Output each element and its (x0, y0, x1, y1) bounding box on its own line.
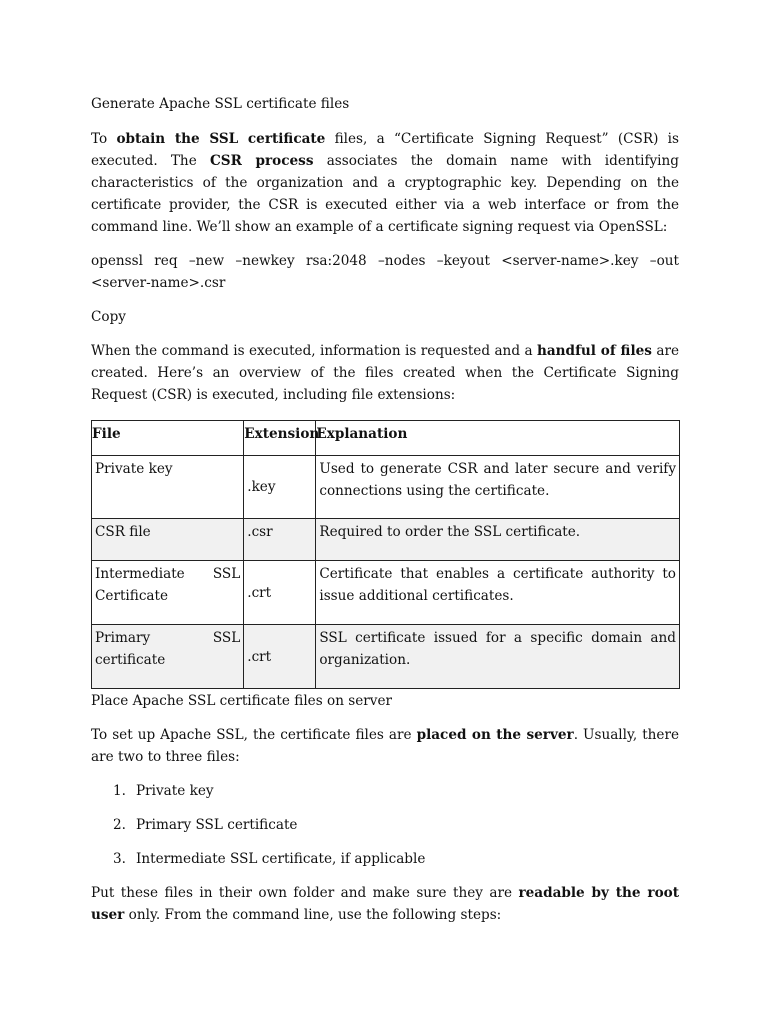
cell-explanation: SSL certificate issued for a specific domain and organization. (316, 625, 680, 689)
list-item: 1. Private key (113, 783, 214, 799)
cell-extension: .csr (244, 519, 316, 561)
bold-readable-root: readable by the root user (91, 885, 679, 923)
header-explanation: Explanation (316, 421, 680, 456)
section-heading-place-files: Place Apache SSL certificate files on server (91, 693, 393, 709)
header-extension: Extension (244, 421, 316, 456)
bold-handful-of-files: handful of files (536, 343, 652, 359)
bold-csr-process: CSR process (209, 153, 314, 169)
cell-explanation: Certificate that enables a certificate authority to issue additional certificates. (316, 561, 680, 625)
list-item: 2. Primary SSL certificate (113, 817, 298, 833)
cell-file: CSR file (92, 519, 244, 561)
copy-label[interactable]: Copy (91, 309, 126, 325)
paragraph-setup: To set up Apache SSL, the certificate files are placed on the server. Usually, there are two to three files: (91, 727, 680, 765)
document-body (91, 93, 679, 926)
cell-explanation: Required to order the SSL certificate. (316, 519, 680, 561)
header-file: File (92, 421, 244, 456)
certificate-files-list (91, 780, 679, 870)
list-item: 3. Intermediate SSL certificate, if applicable (113, 851, 426, 867)
paragraph-csr-intro: To obtain the SSL certificate files, a “Certificate Signing Request” (CSR) is executed. The CSR process associates the domain name with identifying characteristics of the organization and a cryptographic key. Depending on the certificate provider, the CSR is executed either via a web interface or from the command line. We’ll show an example of a certificate signing request via OpenSSL: (91, 131, 679, 235)
openssl-command: openssl req –new –newkey rsa:2048 –nodes –keyout <server-name>.key –out <server-name>.csr (91, 253, 679, 291)
cell-explanation: Used to generate CSR and later secure and verify connections using the certificate. (316, 456, 680, 519)
bold-placed-on-server: placed on the server (416, 727, 574, 743)
table-row (92, 519, 680, 561)
cell-extension: .key (244, 456, 316, 519)
cell-file: Intermediate SSL Certificate (92, 561, 244, 625)
table-row (92, 456, 680, 519)
table-row (92, 625, 680, 689)
table-row (92, 561, 680, 625)
cell-extension: .crt (244, 561, 316, 625)
paragraph-permissions: Put these files in their own folder and make sure they are readable by the root user only. From the command line, use the following steps: (91, 885, 679, 923)
cell-file: Private key (92, 456, 244, 519)
bold-obtain-certificate: obtain the SSL certificate (116, 131, 326, 147)
paragraph-files-created: When the command is executed, information is requested and a handful of files are created. Here’s an overview of the files created when the Certificate Signing Request (CSR) is executed, including file extensions: (91, 343, 679, 403)
cell-file: Primary SSL certificate (92, 625, 244, 689)
file-extension-table (91, 420, 680, 689)
cell-extension: .crt (244, 625, 316, 689)
section-heading-generate: Generate Apache SSL certificate files (91, 96, 350, 112)
table-header-row (92, 421, 680, 456)
